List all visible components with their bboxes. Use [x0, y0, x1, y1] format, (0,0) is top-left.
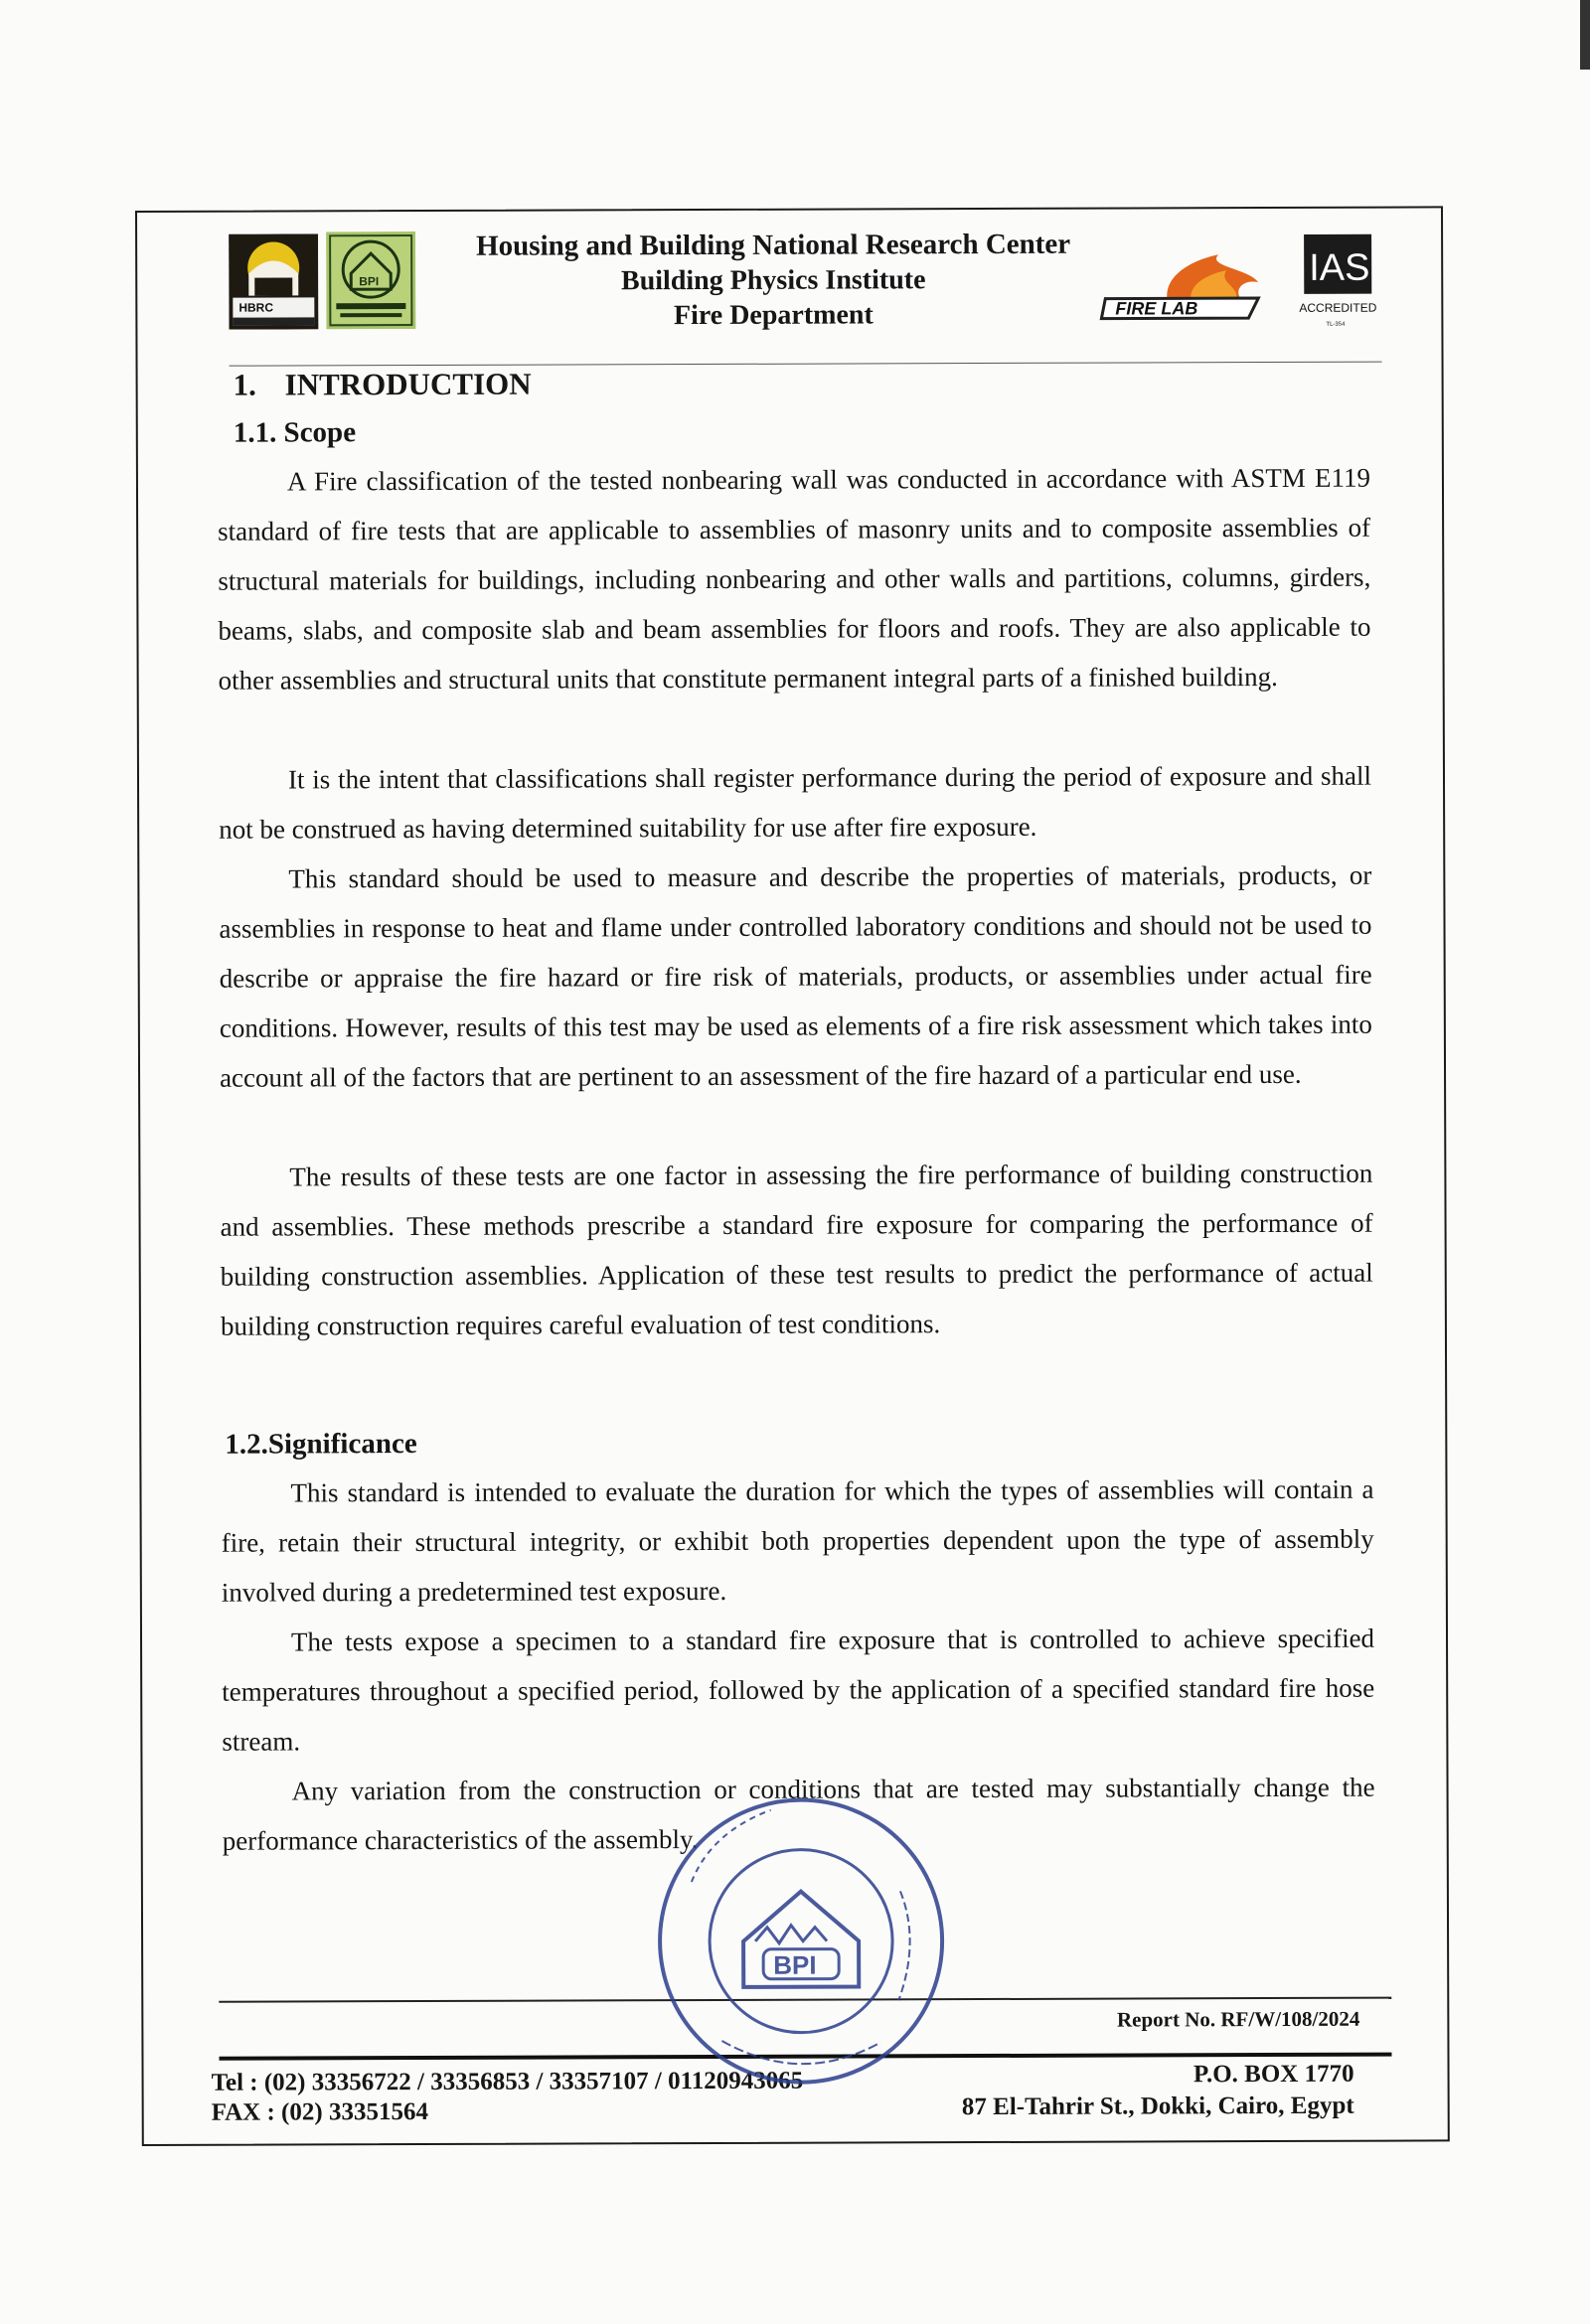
- org-name: Housing and Building National Research Center: [476, 228, 1071, 262]
- page-frame: [135, 206, 1450, 2146]
- scope-paragraph-3: This standard should be used to measure and describe the properties of materials, products, or assemblies in response to heat and flame under controlled laboratory conditions and should not be used to describe or appraise the fire hazard or fire risk of materials, products, or assemblies under actual fire conditions. However, results of this test may be used as elements of a fire risk assessment which takes into account all of the factors that are pertinent to an assessment of the fire hazard of a particular end use.: [219, 859, 1372, 1093]
- fire-lab-logo-icon: [1099, 248, 1266, 325]
- svg-text:IAS: IAS: [1309, 246, 1370, 289]
- svg-text:HBRC: HBRC: [238, 300, 274, 315]
- ias-accredited-logo-icon: [1298, 234, 1377, 330]
- svg-text:TL-354: TL-354: [1326, 321, 1346, 328]
- scope-heading: 1.1. Scope: [233, 416, 357, 449]
- significance-paragraph-3: Any variation from the construction or conditions that are tested may substantially change the performance characteristics of the assembly.: [222, 1772, 1375, 1856]
- svg-text:BPI: BPI: [359, 274, 380, 289]
- scope-paragraph-4: The results of these tests are one factor in assessing the fire performance of building construction and assemblies. These methods prescribe a standard fire exposure for comparing the performance of building construction assemblies. Application of these test results to predict the performance of actual building construction requires careful evaluation of test conditions.: [220, 1158, 1373, 1341]
- scope-paragraph-1: A Fire classification of the tested nonbearing wall was conducted in accordance with ASTM E119 standard of fire tests that are applicable to assemblies of masonry units and to composite assemblies of structural materials for buildings, including nonbearing and other walls and partitions, columns, girders, beams, slabs, and composite slab and beam assemblies for floors and roofs. They are also applicable to other assemblies and structural units that constitute permanent integral parts of a finished building.: [218, 462, 1371, 696]
- department-name: Fire Department: [673, 299, 874, 332]
- street-address: 87 El-Tahrir St., Dokki, Cairo, Egypt: [961, 2092, 1354, 2121]
- contact-address: [962, 2059, 1354, 2123]
- institute-name: Building Physics Institute: [620, 264, 926, 297]
- report-number: Report No. RF/W/108/2024: [1116, 2006, 1360, 2032]
- section-heading-introduction: [234, 367, 532, 403]
- fax-number: FAX : (02) 33351564: [211, 2097, 428, 2126]
- header-divider: [230, 362, 1382, 367]
- bpi-logo-icon: [326, 232, 415, 329]
- significance-paragraph-1: This standard is intended to evaluate the duration for which the types of assemblies will contain a fire, retain their structural integrity, or exhibit both properties dependent upon the type of assembly involved during a predetermined test exposure.: [221, 1473, 1374, 1608]
- svg-text:BPI: BPI: [773, 1949, 817, 1980]
- significance-heading: 1.2.Significance: [225, 1428, 417, 1461]
- po-box: P.O. BOX 1770: [1192, 2060, 1354, 2089]
- bpi-official-stamp-icon: [652, 1791, 951, 2091]
- header-titles: [465, 228, 1081, 334]
- svg-text:FIRE LAB: FIRE LAB: [1115, 298, 1198, 319]
- scan-edge-mark: [1580, 0, 1590, 70]
- section-number: 1.: [233, 367, 256, 402]
- svg-text:ACCREDITED: ACCREDITED: [1299, 300, 1377, 315]
- telephone-numbers: Tel : (02) 33356722 / 33356853 / 33357107 / 01120943065: [211, 2067, 804, 2096]
- hbrc-logo-icon: [229, 233, 318, 329]
- scope-paragraph-2: It is the intent that classifications shall register performance during the period of exposure and shall not be construed as having determined suitability for use after fire exposure.: [219, 760, 1372, 845]
- significance-paragraph-2: The tests expose a specimen to a standard fire exposure that is controlled to achieve specified temperatures throughout a specified period, followed by the application of a specified standard fire hose stream.: [222, 1623, 1375, 1757]
- section-title: INTRODUCTION: [284, 366, 532, 402]
